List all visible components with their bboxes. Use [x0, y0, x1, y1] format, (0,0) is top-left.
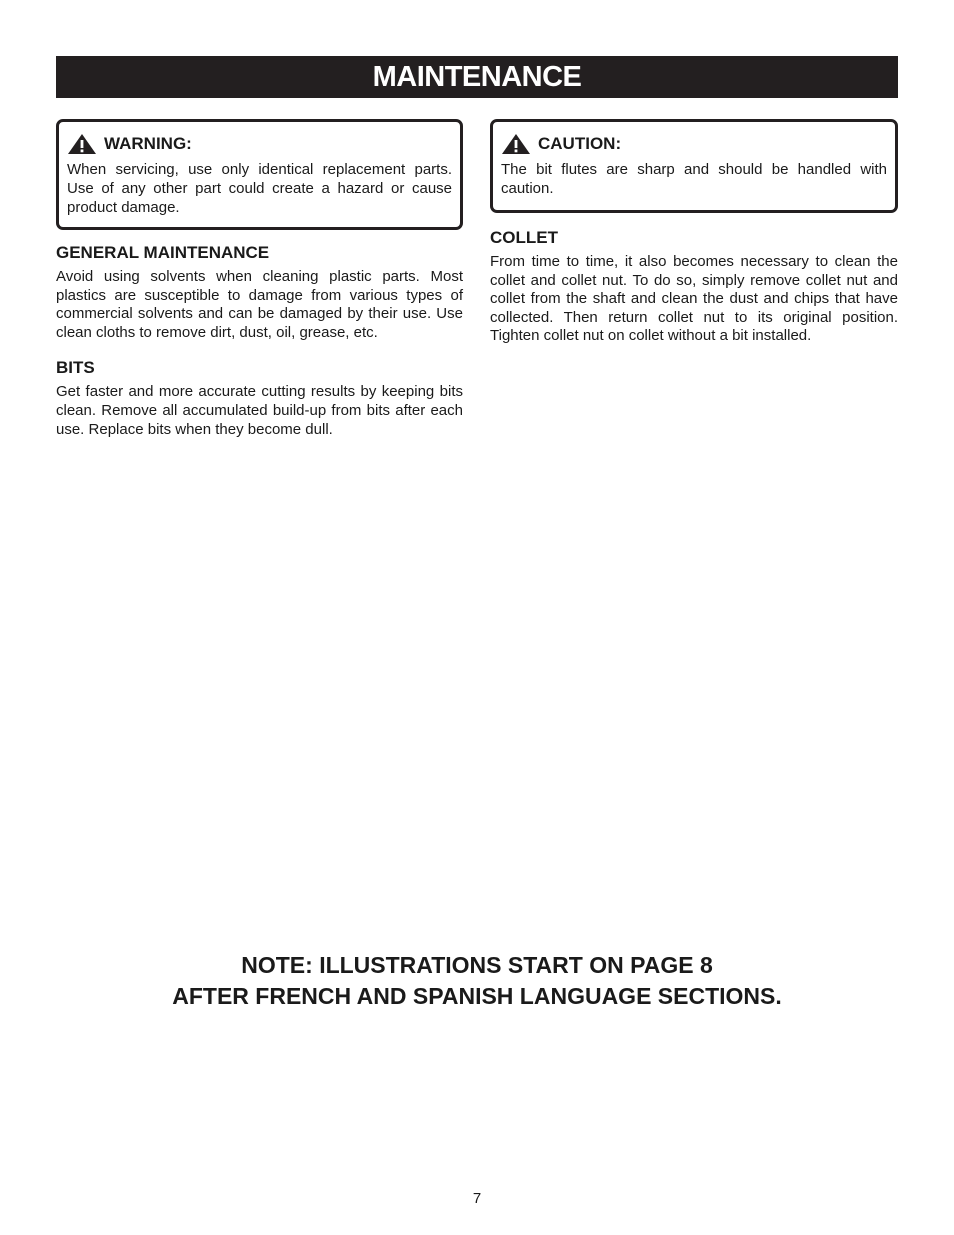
page-title: MAINTENANCE — [56, 56, 898, 98]
note-line-2: AFTER FRENCH AND SPANISH LANGUAGE SECTIONS. — [172, 983, 782, 1009]
caution-text: The bit flutes are sharp and should be handled with caution. — [501, 161, 887, 197]
warning-triangle-icon — [67, 133, 97, 155]
warning-triangle-icon — [501, 133, 531, 155]
page-number: 7 — [472, 1190, 482, 1207]
bits-heading: BITS — [56, 358, 95, 378]
illustrations-note — [56, 950, 898, 1012]
warning-label: WARNING: — [104, 134, 192, 153]
note-line-1: NOTE: ILLUSTRATIONS START ON PAGE 8 — [241, 952, 713, 978]
collet-heading: COLLET — [490, 228, 558, 247]
bits-body: Get faster and more accurate cutting results by keeping bits clean. Remove all accumulated build-up from bits after each use. Replace bits when they become dull. — [56, 383, 463, 438]
left-column — [56, 119, 463, 439]
warning-text: When servicing, use only identical replacement parts. Use of any other part could create a hazard or cause product damage. — [67, 161, 452, 216]
caution-box — [490, 119, 898, 213]
collet-body: From time to time, it also becomes necessary to clean the collet and collet nut. To do so, simply remove collet nut and collet from the shaft and clean the dust and chips that have collected. Then return collet nut to its original position. Tighten collet nut on collet without a bit installed. — [490, 253, 898, 345]
warning-header — [67, 133, 452, 155]
general-maintenance-heading: GENERAL MAINTENANCE — [56, 243, 270, 262]
caution-label: CAUTION: — [538, 134, 622, 153]
general-maintenance-body: Avoid using solvents when cleaning plastic parts. Most plastics are susceptible to damage from various types of commercial solvents and can be damaged by their use. Use clean cloths to remove dirt, dust, oil, grease, etc. — [56, 268, 463, 341]
right-column — [490, 119, 898, 346]
caution-header — [501, 133, 887, 155]
warning-box — [56, 119, 463, 230]
